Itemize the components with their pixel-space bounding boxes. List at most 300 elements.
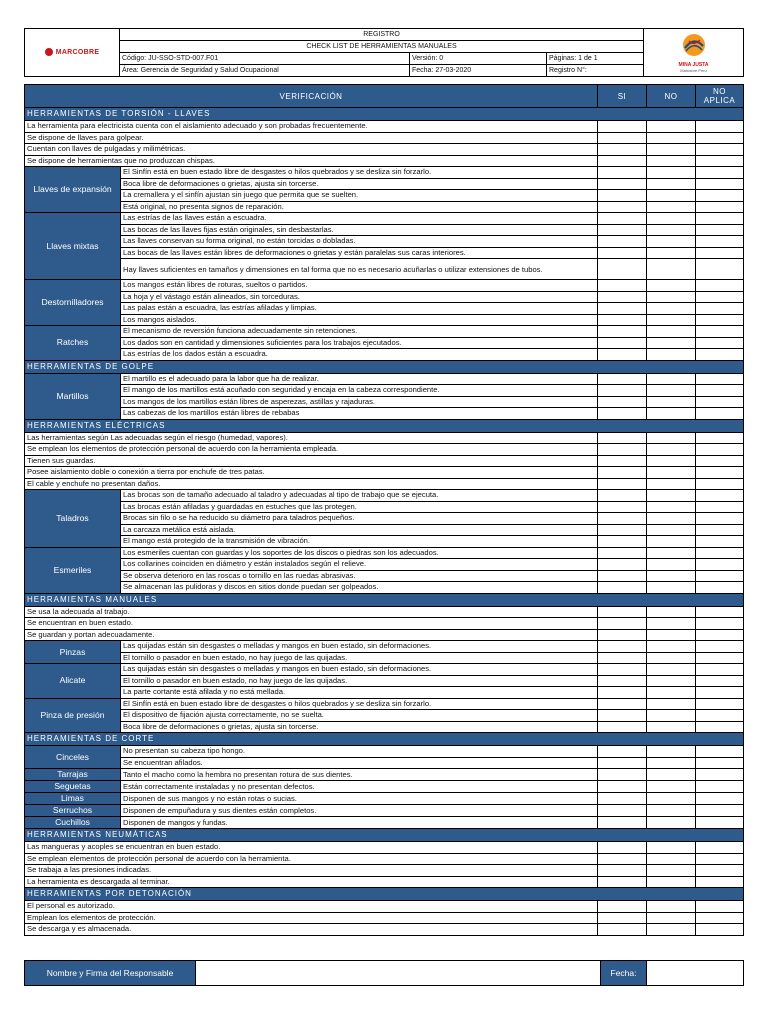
- no-cell[interactable]: [647, 687, 696, 699]
- si-cell[interactable]: [598, 155, 647, 167]
- si-cell[interactable]: [598, 757, 647, 769]
- no-cell[interactable]: [647, 385, 696, 397]
- checklist-row: [25, 513, 744, 525]
- si-cell[interactable]: [598, 559, 647, 571]
- checklist-row: [25, 853, 744, 865]
- no-cell[interactable]: [647, 547, 696, 559]
- item-text: Las estrías de los dados están a escuadra.: [121, 349, 598, 361]
- item-text: La parte cortante está afilada y no está mellada.: [121, 687, 598, 699]
- checklist-row: [25, 259, 744, 280]
- group-martillos: Martillos: [25, 373, 121, 419]
- checklist-row: [25, 901, 744, 913]
- si-cell[interactable]: [598, 865, 647, 877]
- no-cell[interactable]: [647, 721, 696, 733]
- item-text: Las bocas de las llaves fijas están originales, sin desbastarlas.: [121, 224, 598, 236]
- no-cell[interactable]: [647, 805, 696, 817]
- checklist-row: [25, 478, 744, 490]
- section-manuales: HERRAMIENTAS MANUALES: [25, 593, 744, 606]
- no-cell[interactable]: [647, 490, 696, 502]
- na-cell[interactable]: [696, 144, 744, 156]
- na-cell[interactable]: [696, 757, 744, 769]
- version-field: Versión: 0: [410, 53, 547, 65]
- item-text: Se encuentran afilados.: [121, 757, 598, 769]
- si-cell[interactable]: [598, 224, 647, 236]
- si-cell[interactable]: [598, 132, 647, 144]
- na-cell[interactable]: [696, 687, 744, 699]
- checklist-row: [25, 236, 744, 248]
- checklist-row: [25, 155, 744, 167]
- si-cell[interactable]: [598, 247, 647, 259]
- na-cell[interactable]: [696, 432, 744, 444]
- item-text: Disponen de sus mangos y no están rotas o sucias.: [121, 793, 598, 805]
- checklist-row: [25, 781, 744, 793]
- item-text: El personal es autorizado.: [25, 901, 598, 913]
- na-cell[interactable]: [696, 781, 744, 793]
- item-text: Se guardan y portan adecuadamente.: [25, 629, 598, 641]
- si-cell[interactable]: [598, 547, 647, 559]
- checklist-row: [25, 167, 744, 179]
- checklist-row: [25, 132, 744, 144]
- checklist-row: [25, 178, 744, 190]
- checklist-row: [25, 490, 744, 502]
- si-cell[interactable]: [598, 213, 647, 225]
- checklist-row: [25, 876, 744, 888]
- na-cell[interactable]: [696, 853, 744, 865]
- si-cell[interactable]: [598, 721, 647, 733]
- na-cell[interactable]: [696, 559, 744, 571]
- group-llaves-expansion: Llaves de expansión: [25, 167, 121, 213]
- si-cell[interactable]: [598, 641, 647, 653]
- si-cell[interactable]: [598, 467, 647, 479]
- na-cell[interactable]: [696, 582, 744, 594]
- si-cell[interactable]: [598, 408, 647, 420]
- no-cell[interactable]: [647, 664, 696, 676]
- na-cell[interactable]: [696, 155, 744, 167]
- item-text: No presentan su cabeza tipo hongo.: [121, 746, 598, 758]
- no-cell[interactable]: [647, 314, 696, 326]
- checklist-row: [25, 444, 744, 456]
- item-text: Se dispone de herramientas que no produzcan chispas.: [25, 155, 598, 167]
- na-cell[interactable]: [696, 817, 744, 829]
- no-cell[interactable]: [647, 144, 696, 156]
- na-cell[interactable]: [696, 201, 744, 213]
- item-text: Brocas sin filo o se ha reducido su diámetro para taladros pequeños.: [121, 513, 598, 525]
- group-pinza-presion: Pinza de presión: [25, 698, 121, 733]
- no-cell[interactable]: [647, 524, 696, 536]
- si-cell[interactable]: [598, 781, 647, 793]
- marcobre-logo: [25, 29, 120, 77]
- si-cell[interactable]: [598, 385, 647, 397]
- checklist-row: [25, 349, 744, 361]
- si-cell[interactable]: [598, 326, 647, 338]
- na-cell[interactable]: [696, 132, 744, 144]
- si-cell[interactable]: [598, 178, 647, 190]
- no-cell[interactable]: [647, 876, 696, 888]
- si-cell[interactable]: [598, 710, 647, 722]
- si-cell[interactable]: [598, 190, 647, 202]
- item-text: Los esmeriles cuentan con guardas y los soportes de los discos o piedras son los adecuados.: [121, 547, 598, 559]
- checklist-row: [25, 710, 744, 722]
- si-cell[interactable]: [598, 629, 647, 641]
- checklist-row: [25, 817, 744, 829]
- si-cell[interactable]: [598, 432, 647, 444]
- item-text: El mango de los martillos está acuñado con seguridad y encaja en la cabeza correspondiente.: [121, 385, 598, 397]
- na-cell[interactable]: [696, 121, 744, 133]
- no-cell[interactable]: [647, 167, 696, 179]
- si-cell[interactable]: [598, 259, 647, 280]
- si-cell[interactable]: [598, 280, 647, 292]
- no-cell[interactable]: [647, 349, 696, 361]
- si-cell[interactable]: [598, 501, 647, 513]
- item-text: El tornillo o pasador en buen estado, no hay juego de las quijadas.: [121, 652, 598, 664]
- na-cell[interactable]: [696, 805, 744, 817]
- no-cell[interactable]: [647, 618, 696, 630]
- registro-number-field: Registro N°:: [547, 65, 644, 77]
- checklist-row: [25, 501, 744, 513]
- group-limas: Limas: [25, 793, 121, 805]
- checklist-row: [25, 280, 744, 292]
- no-cell[interactable]: [647, 396, 696, 408]
- na-cell[interactable]: [696, 606, 744, 618]
- si-cell[interactable]: [598, 490, 647, 502]
- si-cell[interactable]: [598, 455, 647, 467]
- codigo-field: Código: JU-SSO-STD-007.F01: [120, 53, 410, 65]
- si-cell[interactable]: [598, 524, 647, 536]
- si-cell[interactable]: [598, 167, 647, 179]
- item-text: Boca libre de deformaciones o grietas, ajusta sin torcerse.: [121, 721, 598, 733]
- no-cell[interactable]: [647, 155, 696, 167]
- no-cell[interactable]: [647, 501, 696, 513]
- na-cell[interactable]: [696, 314, 744, 326]
- na-cell[interactable]: [696, 924, 744, 936]
- na-cell[interactable]: [696, 664, 744, 676]
- checklist-row: [25, 912, 744, 924]
- na-cell[interactable]: [696, 190, 744, 202]
- na-cell[interactable]: [696, 349, 744, 361]
- no-cell[interactable]: [647, 652, 696, 664]
- na-cell[interactable]: [696, 178, 744, 190]
- checklist-row: [25, 396, 744, 408]
- item-text: Se encuentran en buen estado.: [25, 618, 598, 630]
- si-cell[interactable]: [598, 687, 647, 699]
- checklist-row: [25, 924, 744, 936]
- na-cell[interactable]: [696, 912, 744, 924]
- item-text: Las brocas están afiladas y guardadas en estuches que las protegen.: [121, 501, 598, 513]
- item-text: Está original, no presenta signos de reparación.: [121, 201, 598, 213]
- si-cell[interactable]: [598, 805, 647, 817]
- na-cell[interactable]: [696, 167, 744, 179]
- na-cell[interactable]: [696, 467, 744, 479]
- si-cell[interactable]: [598, 478, 647, 490]
- item-text: El mecanismo de reversión funciona adecuadamente sin retenciones.: [121, 326, 598, 338]
- si-cell[interactable]: [598, 652, 647, 664]
- checklist-row: [25, 337, 744, 349]
- checklist-row: [25, 314, 744, 326]
- checklist-table: [24, 84, 744, 936]
- na-cell[interactable]: [696, 385, 744, 397]
- na-cell[interactable]: [696, 326, 744, 338]
- no-cell[interactable]: [647, 698, 696, 710]
- item-text: Los mangos aislados.: [121, 314, 598, 326]
- no-cell[interactable]: [647, 675, 696, 687]
- si-cell[interactable]: [598, 901, 647, 913]
- si-cell[interactable]: [598, 924, 647, 936]
- na-cell[interactable]: [696, 455, 744, 467]
- checklist-row: [25, 326, 744, 338]
- item-text: El Sinfín está en buen estado libre de desgastes o hilos quebrados y se desliza sin forzarlo.: [121, 167, 598, 179]
- col-no-aplica: NO APLICA: [696, 85, 744, 108]
- item-text: Disponen de mangos y fundas.: [121, 817, 598, 829]
- no-cell[interactable]: [647, 247, 696, 259]
- item-text: Los dados son en cantidad y dimensiones suficientes para los trabajos ejecutados.: [121, 337, 598, 349]
- si-cell[interactable]: [598, 314, 647, 326]
- checklist-row: [25, 652, 744, 664]
- no-cell[interactable]: [647, 710, 696, 722]
- item-text: El martillo es el adecuado para la labor que ha de realizar.: [121, 373, 598, 385]
- no-cell[interactable]: [647, 641, 696, 653]
- si-cell[interactable]: [598, 536, 647, 548]
- checklist-row: [25, 408, 744, 420]
- no-cell[interactable]: [647, 373, 696, 385]
- si-cell[interactable]: [598, 444, 647, 456]
- na-cell[interactable]: [696, 710, 744, 722]
- no-cell[interactable]: [647, 291, 696, 303]
- item-text: Emplean los elementos de protección.: [25, 912, 598, 924]
- checklist-row: [25, 757, 744, 769]
- na-cell[interactable]: [696, 490, 744, 502]
- item-text: Posee aislamiento doble o conexión a tierra por enchufe de tres patas.: [25, 467, 598, 479]
- checklist-row: [25, 606, 744, 618]
- no-cell[interactable]: [647, 629, 696, 641]
- na-cell[interactable]: [696, 793, 744, 805]
- si-cell[interactable]: [598, 373, 647, 385]
- na-cell[interactable]: [696, 641, 744, 653]
- item-text: Se almacenan las pulidoras y discos en sitios donde puedan ser golpeados.: [121, 582, 598, 594]
- na-cell[interactable]: [696, 303, 744, 315]
- na-cell[interactable]: [696, 570, 744, 582]
- no-cell[interactable]: [647, 455, 696, 467]
- no-cell[interactable]: [647, 606, 696, 618]
- si-cell[interactable]: [598, 746, 647, 758]
- no-cell[interactable]: [647, 132, 696, 144]
- group-alicate: Alicate: [25, 664, 121, 699]
- item-text: Boca libre de deformaciones o grietas, ajusta sin torcerse.: [121, 178, 598, 190]
- si-cell[interactable]: [598, 817, 647, 829]
- no-cell[interactable]: [647, 559, 696, 571]
- na-cell[interactable]: [696, 746, 744, 758]
- no-cell[interactable]: [647, 842, 696, 854]
- si-cell[interactable]: [598, 606, 647, 618]
- na-cell[interactable]: [696, 901, 744, 913]
- checklist-row: [25, 721, 744, 733]
- item-text: Hay llaves suficientes en tamaños y dimensiones en tal forma que no es necesario acuñarlas o utilizar extensiones de tubos.: [121, 259, 598, 280]
- item-text: Se descarga y es almacenada.: [25, 924, 598, 936]
- no-cell[interactable]: [647, 201, 696, 213]
- checklist-row: [25, 746, 744, 758]
- na-cell[interactable]: [696, 224, 744, 236]
- si-cell[interactable]: [598, 618, 647, 630]
- no-cell[interactable]: [647, 769, 696, 781]
- si-cell[interactable]: [598, 513, 647, 525]
- si-cell[interactable]: [598, 291, 647, 303]
- na-cell[interactable]: [696, 213, 744, 225]
- na-cell[interactable]: [696, 513, 744, 525]
- group-seguetas: Seguetas: [25, 781, 121, 793]
- no-cell[interactable]: [647, 178, 696, 190]
- si-cell[interactable]: [598, 570, 647, 582]
- checklist-row: [25, 769, 744, 781]
- si-cell[interactable]: [598, 769, 647, 781]
- item-text: Se dispone de llaves para golpear.: [25, 132, 598, 144]
- no-cell[interactable]: [647, 817, 696, 829]
- no-cell[interactable]: [647, 444, 696, 456]
- si-cell[interactable]: [598, 675, 647, 687]
- no-cell[interactable]: [647, 190, 696, 202]
- si-cell[interactable]: [598, 349, 647, 361]
- group-serruchos: Serruchos: [25, 805, 121, 817]
- document-header: [24, 28, 744, 77]
- area-field: Área: Gerencia de Seguridad y Salud Ocupacional: [120, 65, 410, 77]
- si-cell[interactable]: [598, 121, 647, 133]
- na-cell[interactable]: [696, 629, 744, 641]
- item-text: Las estrías de las llaves están a escuadra.: [121, 213, 598, 225]
- no-cell[interactable]: [647, 213, 696, 225]
- na-cell[interactable]: [696, 291, 744, 303]
- na-cell[interactable]: [696, 675, 744, 687]
- no-cell[interactable]: [647, 570, 696, 582]
- fecha-label: Fecha:: [601, 961, 647, 986]
- no-cell[interactable]: [647, 901, 696, 913]
- si-cell[interactable]: [598, 793, 647, 805]
- si-cell[interactable]: [598, 201, 647, 213]
- na-cell[interactable]: [696, 842, 744, 854]
- checklist-row: [25, 559, 744, 571]
- group-cinceles: Cinceles: [25, 746, 121, 769]
- na-cell[interactable]: [696, 501, 744, 513]
- no-cell[interactable]: [647, 865, 696, 877]
- checklist-row: [25, 247, 744, 259]
- marcobre-gear-icon: [45, 48, 53, 56]
- item-text: Los mangos están libres de roturas, sueltos o partidos.: [121, 280, 598, 292]
- no-cell[interactable]: [647, 793, 696, 805]
- no-cell[interactable]: [647, 303, 696, 315]
- na-cell[interactable]: [696, 337, 744, 349]
- si-cell[interactable]: [598, 842, 647, 854]
- fecha-input-field[interactable]: [647, 961, 744, 986]
- mina-justa-logo: [644, 29, 744, 77]
- na-cell[interactable]: [696, 876, 744, 888]
- checklist-row: [25, 618, 744, 630]
- item-text: Se emplean los elementos de protección personal de acuerdo con la herramienta empleada.: [25, 444, 598, 456]
- na-cell[interactable]: [696, 865, 744, 877]
- group-esmeriles: Esmeriles: [25, 547, 121, 593]
- no-cell[interactable]: [647, 582, 696, 594]
- na-cell[interactable]: [696, 396, 744, 408]
- no-cell[interactable]: [647, 853, 696, 865]
- si-cell[interactable]: [598, 853, 647, 865]
- item-text: El mango está protegido de la transmisión de vibración.: [121, 536, 598, 548]
- no-cell[interactable]: [647, 513, 696, 525]
- no-cell[interactable]: [647, 746, 696, 758]
- no-cell[interactable]: [647, 280, 696, 292]
- si-cell[interactable]: [598, 912, 647, 924]
- si-cell[interactable]: [598, 396, 647, 408]
- paginas-field: Páginas: 1 de 1: [547, 53, 644, 65]
- no-cell[interactable]: [647, 536, 696, 548]
- checklist-row: [25, 865, 744, 877]
- no-cell[interactable]: [647, 467, 696, 479]
- item-text: Se trabaja a las presiones indicadas.: [25, 865, 598, 877]
- checklist-row: [25, 303, 744, 315]
- no-cell[interactable]: [647, 326, 696, 338]
- no-cell[interactable]: [647, 478, 696, 490]
- checklist-row: [25, 582, 744, 594]
- no-cell[interactable]: [647, 259, 696, 280]
- si-cell[interactable]: [598, 303, 647, 315]
- signature-footer: [24, 960, 744, 986]
- checklist-row: [25, 213, 744, 225]
- no-cell[interactable]: [647, 236, 696, 248]
- no-cell[interactable]: [647, 224, 696, 236]
- no-cell[interactable]: [647, 781, 696, 793]
- si-cell[interactable]: [598, 236, 647, 248]
- na-cell[interactable]: [696, 652, 744, 664]
- no-cell[interactable]: [647, 408, 696, 420]
- na-cell[interactable]: [696, 444, 744, 456]
- na-cell[interactable]: [696, 524, 744, 536]
- na-cell[interactable]: [696, 408, 744, 420]
- fecha-field: Fecha: 27-03-2020: [410, 65, 547, 77]
- na-cell[interactable]: [696, 236, 744, 248]
- na-cell[interactable]: [696, 280, 744, 292]
- na-cell[interactable]: [696, 259, 744, 280]
- no-cell[interactable]: [647, 337, 696, 349]
- item-text: La cremallera y el sinfín ajustan sin juego que permita que se suelten.: [121, 190, 598, 202]
- na-cell[interactable]: [696, 698, 744, 710]
- si-cell[interactable]: [598, 144, 647, 156]
- si-cell[interactable]: [598, 337, 647, 349]
- group-pinzas: Pinzas: [25, 641, 121, 664]
- item-text: La hoja y el vástago están alineados, sin torceduras.: [121, 291, 598, 303]
- responsable-signature-field[interactable]: [196, 961, 601, 986]
- na-cell[interactable]: [696, 769, 744, 781]
- na-cell[interactable]: [696, 247, 744, 259]
- si-cell[interactable]: [598, 664, 647, 676]
- na-cell[interactable]: [696, 478, 744, 490]
- si-cell[interactable]: [598, 698, 647, 710]
- na-cell[interactable]: [696, 536, 744, 548]
- na-cell[interactable]: [696, 547, 744, 559]
- na-cell[interactable]: [696, 618, 744, 630]
- checklist-row: [25, 201, 744, 213]
- responsable-label: Nombre y Firma del Responsable: [25, 961, 196, 986]
- no-cell[interactable]: [647, 432, 696, 444]
- checklist-row: [25, 190, 744, 202]
- no-cell[interactable]: [647, 757, 696, 769]
- na-cell[interactable]: [696, 373, 744, 385]
- si-cell[interactable]: [598, 582, 647, 594]
- section-detonacion: HERRAMIENTAS POR DETONACIÓN: [25, 888, 744, 901]
- no-cell[interactable]: [647, 121, 696, 133]
- section-golpe: HERRAMIENTAS DE GOLPE: [25, 360, 744, 373]
- section-electricas: HERRAMIENTAS ELÉCTRICAS: [25, 419, 744, 432]
- group-cuchillos: Cuchillos: [25, 817, 121, 829]
- no-cell[interactable]: [647, 912, 696, 924]
- item-text: Las brocas son de tamaño adecuado al taladro y adecuadas al tipo de trabajo que se ejecuta.: [121, 490, 598, 502]
- si-cell[interactable]: [598, 876, 647, 888]
- no-cell[interactable]: [647, 924, 696, 936]
- na-cell[interactable]: [696, 721, 744, 733]
